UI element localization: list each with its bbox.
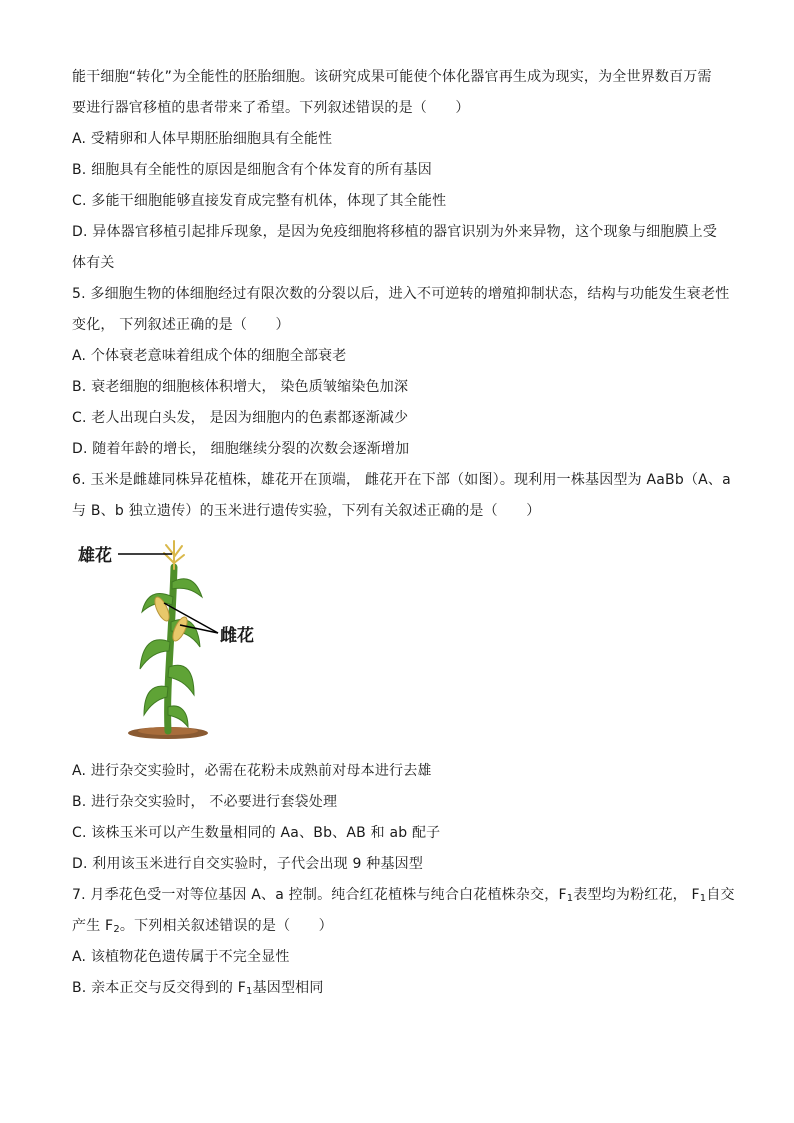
q5-option-a: A. 个体衰老意味着组成个体的细胞全部衰老 [72, 348, 347, 364]
q6-option-a: A. 进行杂交实验时，必需在花粉未成熟前对母本进行去雄 [72, 763, 432, 779]
q4-stem-line-1: 能干细胞“转化”为全能性的胚胎细胞。该研究成果可能使个体化器官再生成为现实，为全世界数百万需 [72, 69, 712, 85]
q7-stem-1a: 7. 月季花色受一对等位基因 A、a 控制。纯合红花植株与纯合白花植株杂交，F [72, 887, 567, 903]
q7-stem-line-2 [72, 911, 724, 942]
q7-stem-2b: 。下列相关叙述错误的是（ ） [119, 918, 333, 934]
q6-option-b: B. 进行杂交实验时， 不必要进行套袋处理 [72, 794, 338, 810]
q7-f1-subscript: 1 [566, 893, 574, 904]
q7-option-b-text-2: 基因型相同 [252, 980, 324, 996]
q4-option-d-continued: 体有关 [72, 255, 115, 271]
q5-option-b: B. 衰老细胞的细胞核体积增大， 染色质皱缩染色加深 [72, 379, 409, 395]
q6-option-d: D. 利用该玉米进行自交实验时，子代会出现 9 种基因型 [72, 856, 424, 872]
q7-stem-2a: 产生 F [72, 918, 114, 934]
document-page [72, 62, 735, 1004]
q7-f2-subscript: 2 [113, 924, 120, 935]
q5-stem-line-1: 5. 多细胞生物的体细胞经过有限次数的分裂以后，进入不可逆转的增殖抑制状态，结构与功能发生衰老性 [72, 286, 730, 302]
male-flower-label: 雄花 [78, 546, 112, 566]
q5-option-c: C. 老人出现白头发， 是因为细胞内的色素都逐渐减少 [72, 410, 409, 426]
q7-stem-1b: 表型均为粉红花， F [573, 887, 700, 903]
q7-option-b [72, 973, 724, 1004]
q7-stem-1c: 自交 [706, 887, 735, 903]
q4-option-d: D. 异体器官移植引起排斥现象，是因为免疫细胞将移植的器官识别为外来异物，这个现象与细胞膜上受 [72, 224, 718, 240]
q7-f1-subscript-2: 1 [699, 893, 707, 904]
q4-option-a: A. 受精卵和人体早期胚胎细胞具有全能性 [72, 131, 333, 147]
q7-stem-line-1 [72, 880, 735, 911]
female-flower-label: 雌花 [220, 626, 254, 646]
q7-option-b-text: B. 亲本正交与反交得到的 F [72, 980, 247, 996]
q6-option-c: C. 该株玉米可以产生数量相同的 Aa、Bb、AB 和 ab 配子 [72, 825, 441, 841]
q6-stem-line-2: 与 B、b 独立遗传）的玉米进行遗传实验，下列有关叙述正确的是（ ） [72, 503, 541, 519]
q5-option-d: D. 随着年龄的增长， 细胞继续分裂的次数会逐渐增加 [72, 441, 410, 457]
corn-plant-figure [76, 537, 276, 742]
q7-option-b-subscript: 1 [246, 986, 253, 997]
q5-stem-line-2: 变化， 下列叙述正确的是（ ） [72, 317, 290, 333]
q4-option-b: B. 细胞具有全能性的原因是细胞含有个体发育的所有基因 [72, 162, 432, 178]
q6-stem-line-1: 6. 玉米是雌雄同株异花植株，雄花开在顶端， 雌花开在下部（如图）。现利用一株基因型为 AaBb（A、a [72, 472, 731, 488]
q7-option-a: A. 该植物花色遗传属于不完全显性 [72, 949, 290, 965]
q4-stem-line-2: 要进行器官移植的患者带来了希望。下列叙述错误的是（ ） [72, 100, 470, 116]
q4-option-c: C. 多能干细胞能够直接发育成完整有机体，体现了其全能性 [72, 193, 447, 209]
